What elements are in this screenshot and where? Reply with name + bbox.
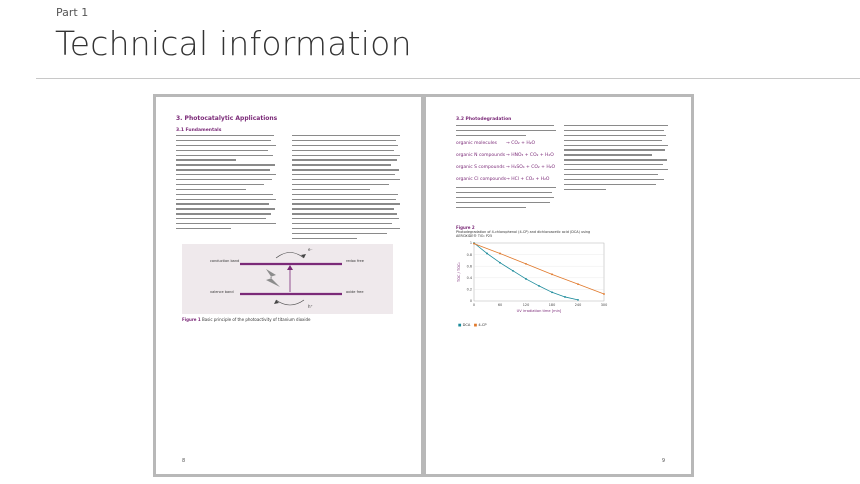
valence-band-label: valence band bbox=[210, 290, 234, 294]
text-line bbox=[564, 154, 652, 155]
right-page-number: 9 bbox=[661, 458, 665, 464]
equation-lhs: organic Cl compounds bbox=[456, 177, 507, 182]
data-point bbox=[525, 278, 527, 280]
text-line bbox=[176, 218, 266, 219]
text-line bbox=[176, 199, 276, 200]
text-line bbox=[292, 155, 400, 156]
y-tick-label: 0.4 bbox=[466, 276, 472, 280]
y-tick-label: 0.2 bbox=[466, 287, 472, 292]
data-point bbox=[512, 270, 514, 272]
equation-lhs: organic molecules bbox=[456, 141, 497, 146]
band-diagram-figure bbox=[182, 244, 393, 314]
text-line bbox=[176, 169, 270, 170]
text-line bbox=[564, 130, 664, 131]
right-page bbox=[426, 97, 691, 474]
text-line bbox=[564, 179, 664, 180]
text-line bbox=[292, 194, 398, 195]
text-line bbox=[292, 189, 370, 190]
x-axis-label: UV irradiation time [min] bbox=[516, 309, 562, 313]
data-point bbox=[551, 291, 553, 293]
text-line bbox=[176, 150, 268, 151]
text-line bbox=[292, 164, 391, 165]
figure-1-label: Figure 1 bbox=[182, 317, 201, 322]
data-point bbox=[499, 262, 501, 264]
text-line bbox=[176, 213, 271, 214]
text-line bbox=[456, 207, 526, 208]
text-line bbox=[292, 174, 395, 175]
page-title: Technical information bbox=[55, 24, 412, 63]
text-line bbox=[456, 192, 552, 193]
legend-4cp: 4-CP bbox=[478, 323, 487, 327]
text-line bbox=[564, 140, 662, 141]
text-line bbox=[456, 125, 554, 126]
y-tick-label: 0 bbox=[469, 299, 472, 304]
data-point bbox=[499, 253, 501, 255]
equation-lhs: organic N compounds bbox=[456, 153, 506, 158]
left-text-column-1 bbox=[176, 135, 276, 233]
chart-legend: ■ DCA ■ 4-CP bbox=[458, 323, 487, 327]
figure-1-caption bbox=[182, 317, 311, 322]
text-line bbox=[176, 208, 275, 209]
y-tick-label: 0.6 bbox=[466, 264, 472, 269]
text-line bbox=[564, 184, 656, 185]
text-line bbox=[292, 238, 357, 239]
text-line bbox=[292, 140, 396, 141]
band-diagram bbox=[182, 244, 393, 314]
text-line bbox=[564, 164, 663, 165]
text-line bbox=[456, 135, 526, 136]
data-point bbox=[577, 283, 579, 285]
text-line bbox=[564, 169, 668, 170]
data-point bbox=[486, 253, 488, 255]
data-point bbox=[473, 243, 475, 245]
part-label: Part 1 bbox=[56, 6, 89, 19]
text-line bbox=[176, 203, 269, 204]
text-line bbox=[564, 135, 666, 136]
text-line bbox=[292, 150, 394, 151]
x-tick-label: 300 bbox=[600, 303, 608, 307]
text-line bbox=[176, 164, 275, 165]
figure-1-caption-text: Basic principle of the photoactivity of titanium dioxide bbox=[201, 317, 311, 322]
x-tick-label: 0 bbox=[472, 303, 476, 307]
text-line bbox=[564, 149, 665, 150]
text-line bbox=[292, 213, 397, 214]
text-line bbox=[176, 189, 246, 190]
right-text-column-2 bbox=[564, 125, 668, 193]
equation-rhs: → CO₂ + H₂O bbox=[506, 141, 536, 146]
data-point bbox=[577, 299, 579, 301]
text-line bbox=[456, 130, 556, 131]
figure-2-label: Figure 2 bbox=[456, 225, 475, 230]
text-line bbox=[292, 145, 398, 146]
text-line bbox=[176, 135, 274, 136]
right-text-column-1 bbox=[456, 125, 556, 140]
text-line bbox=[456, 197, 554, 198]
electron-label: e⁻ bbox=[308, 247, 313, 252]
figure-2-caption: Photodegradation of 4-chlorophenol (4-CP) and dichloroacetic acid (DCA) using AEROXIDE® TiO₂ P25 bbox=[456, 230, 591, 238]
legend-dca: DCA bbox=[462, 323, 471, 327]
data-point bbox=[551, 273, 553, 275]
equation-rhs: → HNO₃ + CO₂ + H₂O bbox=[506, 153, 554, 158]
x-tick-label: 240 bbox=[574, 303, 582, 307]
text-line bbox=[456, 202, 550, 203]
text-line bbox=[292, 228, 400, 229]
plot-area bbox=[474, 243, 604, 301]
text-line bbox=[292, 169, 399, 170]
text-line bbox=[176, 159, 236, 160]
text-line bbox=[564, 159, 667, 160]
left-page-subheading: 3.1 Fundamentals bbox=[176, 128, 222, 133]
document-spread bbox=[153, 94, 694, 477]
text-line bbox=[292, 179, 400, 180]
y-axis-label: TOC / TOC₀ bbox=[457, 261, 461, 283]
y-tick-label: 0.8 bbox=[466, 252, 472, 257]
data-point bbox=[564, 296, 566, 298]
equation-rhs: → HCl + CO₂ + H₂O bbox=[506, 177, 550, 182]
left-page bbox=[156, 97, 421, 474]
data-point bbox=[538, 285, 540, 287]
text-line bbox=[564, 189, 606, 190]
text-line bbox=[176, 179, 272, 180]
text-line bbox=[176, 145, 276, 146]
text-line bbox=[176, 223, 276, 224]
text-line bbox=[564, 145, 668, 146]
text-line bbox=[292, 208, 394, 209]
x-tick-label: 120 bbox=[522, 303, 530, 307]
hole-label: h⁺ bbox=[308, 304, 313, 309]
text-line bbox=[292, 135, 400, 136]
redox-bottom-label: oxide free bbox=[346, 290, 364, 294]
text-line bbox=[292, 218, 399, 219]
text-line bbox=[292, 199, 396, 200]
left-text-column-2 bbox=[292, 135, 400, 243]
title-divider bbox=[36, 78, 860, 79]
y-tick-label: 1 bbox=[469, 241, 472, 246]
equation-list bbox=[456, 141, 566, 191]
text-line bbox=[176, 228, 231, 229]
data-point bbox=[525, 263, 527, 265]
text-line bbox=[176, 155, 273, 156]
equation-lhs: organic S compounds bbox=[456, 165, 505, 170]
text-line bbox=[176, 174, 276, 175]
x-tick-label: 60 bbox=[497, 303, 503, 307]
text-line bbox=[176, 194, 273, 195]
text-line bbox=[292, 203, 400, 204]
equation-rhs: → H₂SO₄ + CO₂ + H₂O bbox=[506, 165, 556, 170]
left-page-heading: 3. Photocatalytic Applications bbox=[176, 115, 278, 122]
text-line bbox=[176, 184, 264, 185]
photodegradation-chart bbox=[454, 237, 614, 323]
text-line bbox=[564, 125, 668, 126]
text-line bbox=[564, 174, 658, 175]
right-page-heading: 3.2 Photodegradation bbox=[456, 117, 512, 122]
text-line bbox=[292, 159, 397, 160]
conduction-band-label: conduction band bbox=[210, 259, 240, 263]
text-line bbox=[292, 233, 387, 234]
data-point bbox=[603, 293, 605, 295]
text-line bbox=[176, 140, 271, 141]
text-line bbox=[292, 184, 389, 185]
redox-top-label: redox free bbox=[346, 259, 364, 263]
x-tick-label: 180 bbox=[548, 303, 556, 307]
text-line bbox=[292, 223, 392, 224]
right-text-column-1-lower bbox=[456, 187, 556, 211]
left-page-number: 8 bbox=[182, 458, 186, 464]
text-line bbox=[456, 187, 556, 188]
